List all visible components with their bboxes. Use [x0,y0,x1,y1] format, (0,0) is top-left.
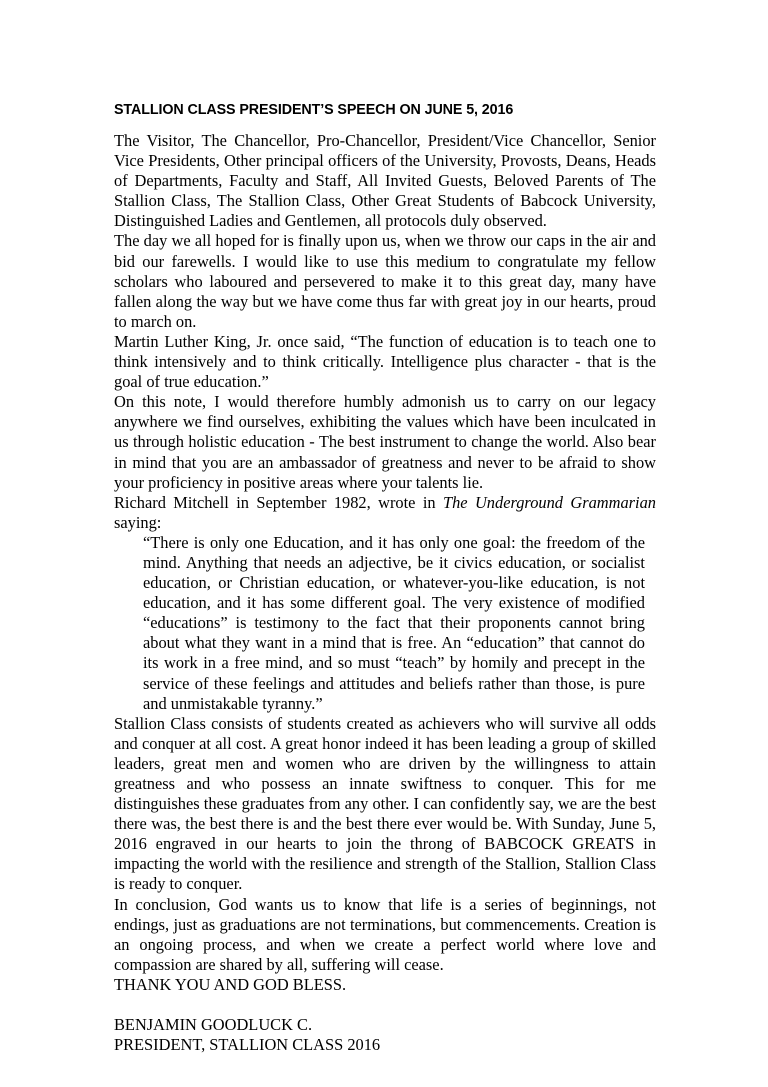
paragraph-thanks: THANK YOU AND GOD BLESS. [114,974,347,994]
signature-spacer [114,995,656,1015]
book-title-underground-grammarian: The Underground Grammarian [442,492,656,512]
paragraph-legacy: On this note, I would therefore humbly admonish us to carry on our legacy anywhere we find ourselves, exhibiting the values which have been inculcated in us through holistic education - The best instrument to change the world. Also bear in mind that you are an ambassador of greatness and never to be afraid to show your proficiency in positive areas where your talents lie. [114,392,656,492]
paragraph-stallion-class: Stallion Class consists of students created as achievers who will survive all odds and conquer at all cost. A great honor indeed it has been leading a group of skilled leaders, great men and women who are driven by the willingness to attain greatness and who possess an innate swiftness to conquer. This for me distinguishes these graduates from any other. I can confidently say, we are the best there was, the best there is and the best there ever would be. With Sunday, June 5, 2016 engraved in our hearts to join the throng of BABCOCK GREATS in impacting the world with the resilience and strength of the Stallion, Stallion Class is ready to conquer. [114,713,656,894]
document-body [114,100,656,1055]
mitchell-intro-prefix: Richard Mitchell in September 1982, wrote in [114,492,443,512]
paragraph-conclusion: In conclusion, God wants us to know that life is a series of beginnings, not endings, just as graduations are not terminations, but commencements. Creation is an ongoing process, and when we create a perfect world where love and compassion are shared by all, suffering will cease. [114,894,656,974]
paragraph-salutation: The Visitor, The Chancellor, Pro-Chancellor, President/Vice Chancellor, Senior Vice Presidents, Other principal officers of the University, Provosts, Deans, Heads of Departments, Faculty and Staff, All Invited Guests, Beloved Parents of The Stallion Class, The Stallion Class, Other Great Students of Babcock University, Distinguished Ladies and Gentlemen, all protocols duly observed. [114,131,656,231]
signature-role: PRESIDENT, STALLION CLASS 2016 [114,1035,381,1055]
signature-name: BENJAMIN GOODLUCK C. [114,1015,313,1035]
paragraph-mlk-quote: Martin Luther King, Jr. once said, “The function of education is to teach one to think intensively and to think critically. Intelligence plus character - that is the goal of true education.” [114,331,656,392]
mitchell-intro-suffix: saying: [114,512,162,532]
page-title: STALLION CLASS PRESIDENT’S SPEECH ON JUNE 5, 2016 [114,102,514,118]
paragraph-congratulations: The day we all hoped for is finally upon us, when we throw our caps in the air and bid our farewells. I would like to use this medium to congratulate my fellow scholars who laboured and persevered to make it to this great day, many have fallen along the way but we have come thus far with great joy in our hearts, proud to march on. [114,231,656,331]
paragraph-mitchell-intro [114,493,656,533]
blockquote-mitchell: “There is only one Education, and it has only one goal: the freedom of the mind. Anything that needs an adjective, be it civics education, or socialist education, or Christian education, or whatever-you-like education, is not education, and it has some different goal. The very existence of modified “educations” is testimony to the fact that their proponents cannot bring about what they want in a mind that is free. An “education” that cannot do its work in a free mind, and so must “teach” by homily and precept in the service of these feelings and attitudes and beliefs rather than those, is pure and unmistakable tyranny.” [143,532,645,713]
